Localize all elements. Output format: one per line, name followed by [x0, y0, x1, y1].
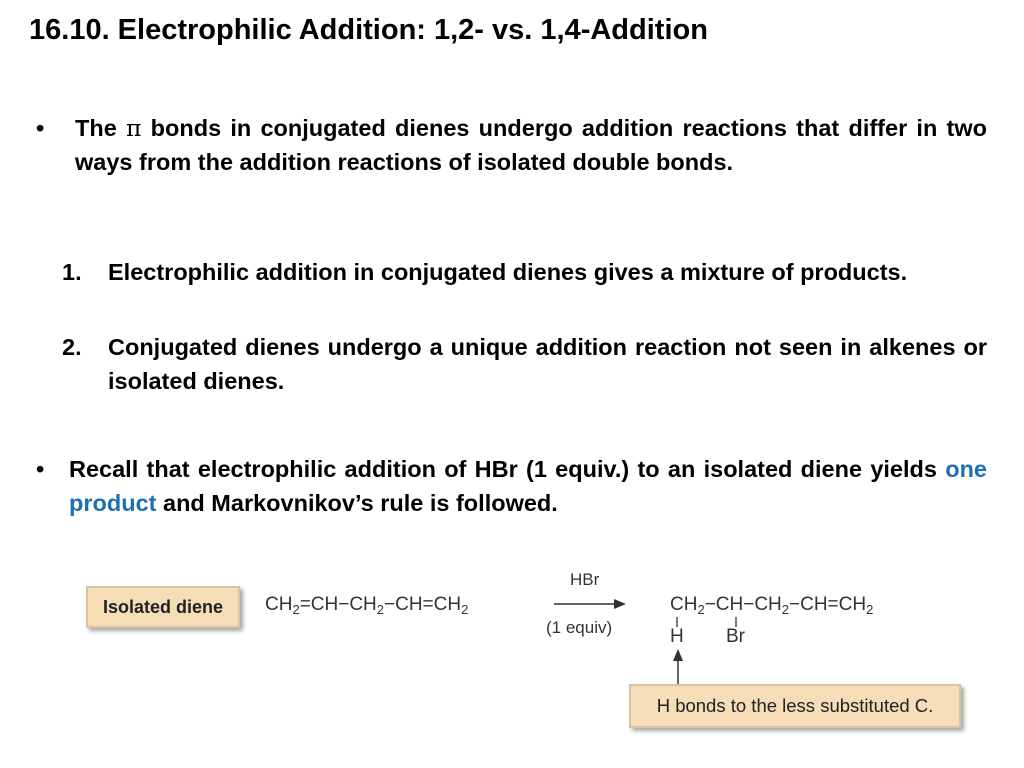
reagent-label: HBr [570, 570, 600, 589]
reaction-arrow-icon [550, 594, 630, 614]
condition-label: (1 equiv) [546, 618, 613, 637]
reactant-formula: $CH_2=CH-CH_2-CH=CH_2$ [265, 594, 469, 617]
pi-symbol: π [126, 114, 142, 142]
pointer-arrow-icon [668, 648, 688, 686]
isolated-diene-label: Isolated diene [86, 586, 240, 628]
list-number-1: 1. [62, 259, 82, 285]
bullet-marker: • [36, 456, 45, 482]
bullet2-text-start: Recall that electrophilic addition of HBr (1 equiv.) to an isolated diene yields [69, 456, 946, 482]
substituent-h: H [670, 626, 684, 647]
slide-title: 16.10. Electrophilic Addition: 1,2- vs. 1,4-Addition [29, 14, 708, 46]
bullet-paragraph-pi-bonds [75, 111, 987, 179]
bullet1-text-end: bonds in conjugated dienes undergo addition reactions that differ in two ways from the addition reactions of isolated double bonds. [75, 115, 987, 175]
markovnikov-note: H bonds to the less substituted C. [629, 684, 961, 728]
bullet1-text-start: The [75, 115, 126, 141]
list-item-1: Electrophilic addition in conjugated dienes gives a mixture of products. [108, 259, 908, 285]
list-number-2: 2. [62, 334, 82, 360]
product-formula: $CH_2-CH-CH_2-CH=CH_2$ [670, 594, 874, 617]
one-product-highlight: one product [69, 456, 987, 516]
bullet-paragraph-recall [69, 452, 987, 520]
list-item-2: Conjugated dienes undergo a unique addition reaction not seen in alkenes or isolated dienes. [108, 334, 987, 394]
bullet-marker: • [36, 115, 45, 141]
substituent-br: Br [726, 626, 745, 647]
bullet2-text-end: and Markovnikov’s rule is followed. [156, 490, 558, 516]
